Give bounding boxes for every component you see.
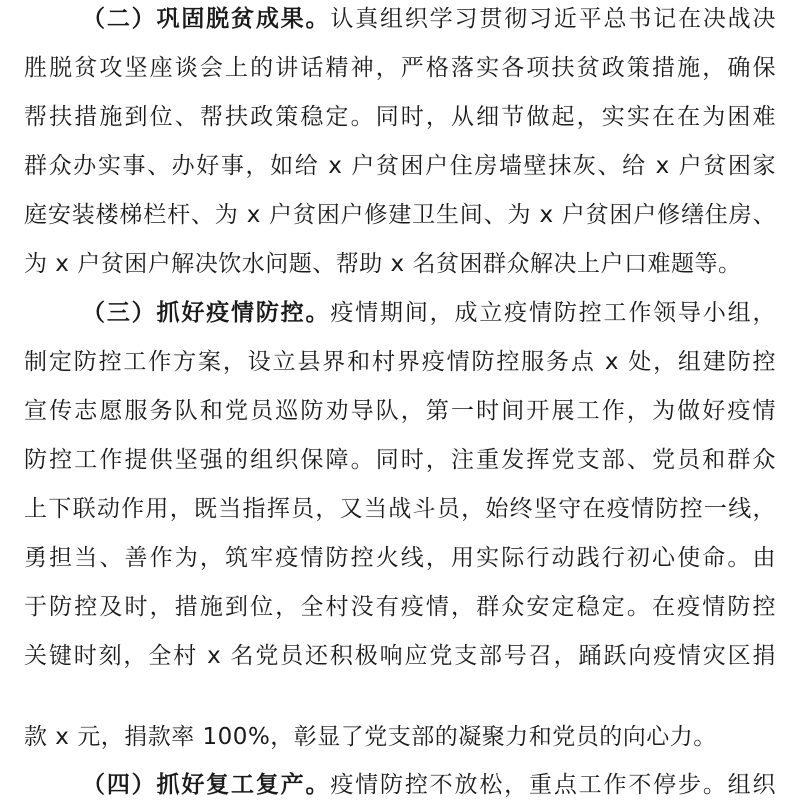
paragraph-line: 帮扶措施到位、帮扶政策稳定。同时，从细节做起，实实在在为困难 [24,104,776,130]
paragraph-line: 上下联动作用，既当指挥员，又当战斗员，始终坚守在疫情防控一线， [24,496,776,522]
paragraph-line: 防控工作提供坚强的组织保障。同时，注重发挥党支部、党员和群众 [24,447,776,473]
paragraph-line: 于防控及时，措施到位，全村没有疫情，群众安定稳定。在疫情防控 [24,594,776,620]
paragraph-line [82,762,776,808]
paragraph-line: 制定防控工作方案，设立县界和村界疫情防控服务点 x 处，组建防控 [24,349,776,375]
paragraph-line: 为 x 户贫困户解决饮水问题、帮助 x 名贫困群众解决上户口难题等。 [24,251,742,277]
paragraph-line: 群众办实事、办好事，如给 x 户贫困户住房墙壁抹灰、给 x 户贫困家 [24,153,776,179]
paragraph-text: 认真组织学习贯彻习近平总书记在决战决 [330,6,777,32]
paragraph-line [82,0,776,42]
paragraph-text: 疫情期间，成立疫情防控工作领导小组， [330,300,777,326]
paragraph-line: 款 x 元，捐款率 100%，彰显了党支部的凝聚力和党员的向心力。 [24,724,717,750]
paragraph-line: 勇担当、善作为，筑牢疫情防控火线，用实际行动践行初心使命。由 [24,545,776,571]
section-heading: （二）巩固脱贫成果。 [82,6,331,32]
paragraph-line [82,290,776,336]
paragraph-text: 疫情防控不放松，重点工作不停步。组织 [330,772,777,798]
section-heading: （三）抓好疫情防控。 [82,300,331,326]
paragraph-line: 庭安装楼梯栏杆、为 x 户贫困户修建卫生间、为 x 户贫困户修缮住房、 [24,202,776,228]
paragraph-line: 胜脱贫攻坚座谈会上的讲话精神，严格落实各项扶贫政策措施，确保 [24,55,776,81]
paragraph-line: 宣传志愿服务队和党员巡防劝导队，第一时间开展工作，为做好疫情 [24,398,776,424]
paragraph-line: 关键时刻，全村 x 名党员还积极响应党支部号召，踊跃向疫情灾区捐 [24,643,776,669]
section-heading: （四）抓好复工复产。 [82,772,331,798]
